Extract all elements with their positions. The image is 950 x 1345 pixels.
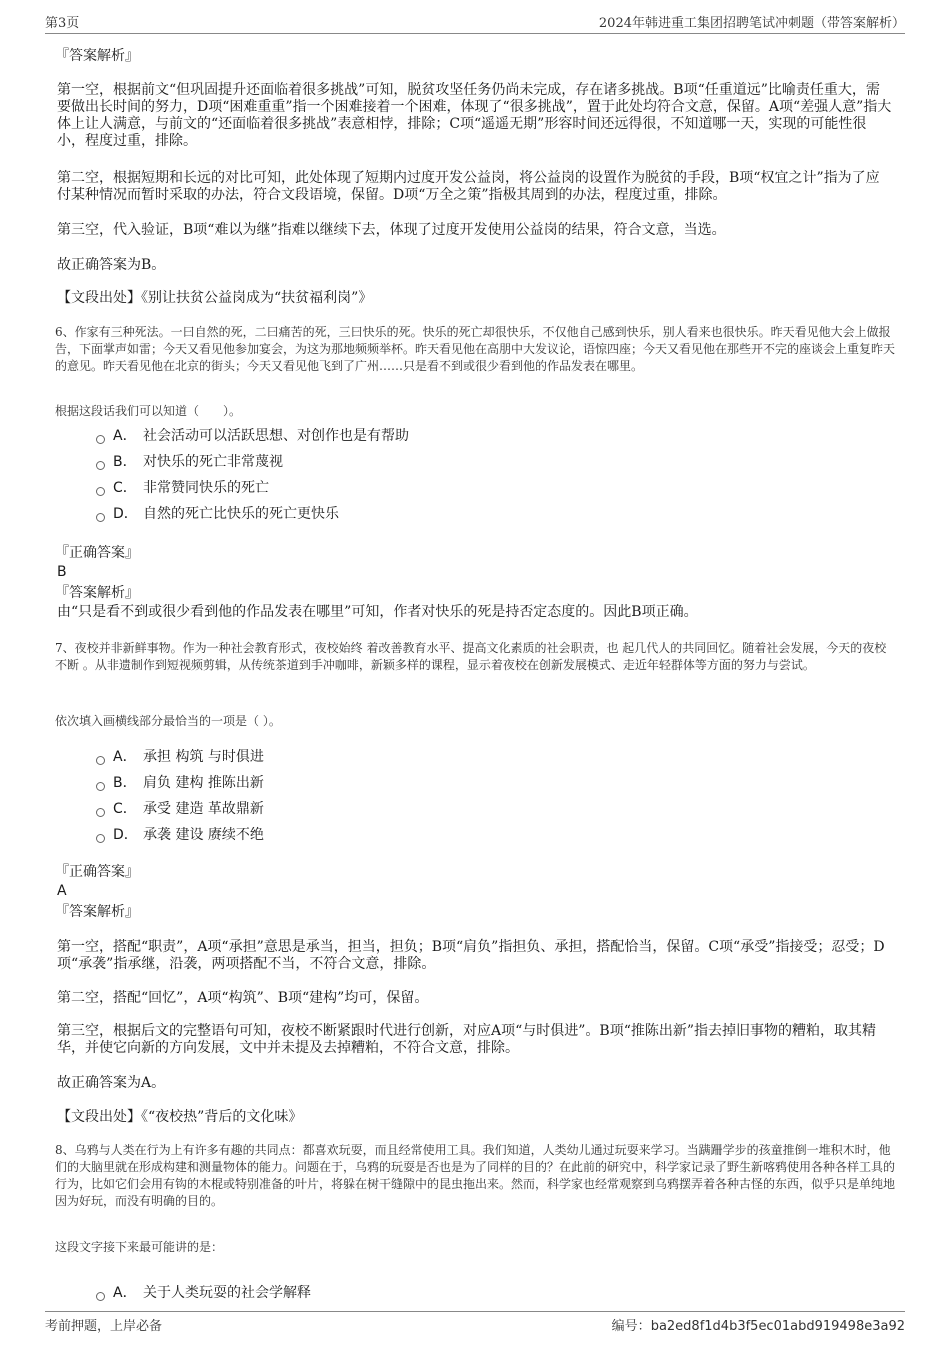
analysis-paragraph: 第一空，根据前文“但巩固提升还面临着很多挑战”可知，脱贫攻坚任务仍尚未完成，存在诸多挑战。B项“任重道远”比喻责任重大，需要做出长时间的努力，D项“困难重重”指一个困难接着一个困难，体现了“很多挑战”，置于此处均符合文意，保留。A项“差强人意”指大体上让人满意，与前文的“还面临着很多挑战”表意相悖，排除；C项“遥遥无期”形容时间还远得很，不知道哪一天，实现的可能性很小，程度过重，排除。	[57, 82, 892, 149]
source-citation: 【文段出处】《“夜校热”背后的文化味》	[57, 1109, 303, 1125]
option-text: 非常赞同快乐的死亡	[143, 480, 269, 496]
radio-icon[interactable]	[96, 513, 105, 522]
page-number: 第3页	[45, 16, 80, 31]
option-text: 承受 建造 革故鼎新	[143, 801, 264, 817]
option-letter: A．	[113, 428, 137, 444]
final-answer-text: 故正确答案为B。	[57, 257, 166, 273]
option-letter: B．	[113, 454, 137, 470]
option-text: 承袭 建设 赓续不绝	[143, 827, 264, 843]
analysis-paragraph: 第二空，搭配“回忆”，A项“构筑”、B项“建构”均可，保留。	[57, 990, 429, 1006]
option-text: 社会活动可以活跃思想、对创作也是有帮助	[143, 428, 409, 444]
analysis-paragraph: 由“只是看不到或很少看到他的作品发表在哪里”可知，作者对快乐的死是持否定态度的。因此B项正确。	[57, 604, 698, 620]
final-answer-text: 故正确答案为A。	[57, 1075, 166, 1091]
question-7-option-c[interactable]	[96, 800, 264, 818]
analysis-paragraph: 第三空，代入验证，B项“难以为继”指难以继续下去，体现了过度开发使用公益岗的结果，符合文意，当选。	[57, 222, 726, 238]
option-letter: A．	[113, 1285, 137, 1301]
option-letter: D．	[113, 506, 138, 522]
correct-answer-value: B	[57, 564, 67, 580]
question-6-option-d[interactable]	[96, 505, 339, 523]
radio-icon[interactable]	[96, 782, 105, 791]
option-letter: C．	[113, 801, 137, 817]
analysis-label: 『答案解析』	[55, 904, 139, 920]
document-title: 2024年韩进重工集团招聘笔试冲刺题（带答案解析）	[598, 16, 905, 31]
option-letter: B．	[113, 775, 137, 791]
option-letter: C．	[113, 480, 137, 496]
question-7-option-d[interactable]	[96, 826, 264, 844]
question-7-option-b[interactable]	[96, 774, 264, 792]
question-8-stem: 8、乌鸦与人类在行为上有许多有趣的共同点：都喜欢玩耍，而且经常使用工具。我们知道，人类幼儿通过玩耍来学习。当蹒跚学步的孩童推倒一堆积木时，他们的大脑里就在形成构建和测量物体的能力。问题在于，乌鸦的玩耍是否也是为了同样的目的？在此前的研究中，科学家记录了野生新喀鸦使用各种各样工具的行为，比如它们会用有钩的木棍或特别准备的叶片，将躲在树干缝隙中的昆虫拖出来。然而，科学家也经常观察到乌鸦摆弄着各种古怪的东西，似乎只是单纯地因为好玩，而没有明确的目的。	[55, 1143, 896, 1208]
question-7-option-a[interactable]	[96, 748, 264, 766]
question-6-option-b[interactable]	[96, 453, 283, 471]
correct-answer-value: A	[57, 883, 67, 899]
question-6-option-a[interactable]	[96, 427, 409, 445]
radio-icon[interactable]	[96, 808, 105, 817]
option-text: 肩负 建构 推陈出新	[143, 775, 264, 791]
radio-icon[interactable]	[96, 756, 105, 765]
question-8-option-a[interactable]	[96, 1284, 311, 1302]
option-text: 自然的死亡比快乐的死亡更快乐	[143, 506, 339, 522]
analysis-paragraph: 第二空，根据短期和长远的对比可知，此处体现了短期内过度开发公益岗，将公益岗的设置作为脱贫的手段，B项“权宜之计”指为了应付某种情况而暂时采取的办法，符合文段语境，保留。D项“万全之策”指极其周到的办法，程度过重，排除。	[57, 170, 880, 203]
radio-icon[interactable]	[96, 1292, 105, 1301]
question-6-option-c[interactable]	[96, 479, 269, 497]
option-text: 关于人类玩耍的社会学解释	[143, 1285, 311, 1301]
question-6-stem: 6、作家有三种死法。一曰自然的死，二曰痛苦的死，三曰快乐的死。快乐的死亡却很快乐，不仅他自己感到快乐，别人看来也很快乐。昨天看见他大会上做报告，下面掌声如雷；今天又看见他参加宴会，为这为那地频频举杯。昨天看见他在高朋中大发议论，语惊四座；今天又看见他在那些开不完的座谈会上重复昨天的意见。昨天看见他在北京的街头；今天又看见他飞到了广州……只是看不到或很少看到他的作品发表在哪里。	[55, 325, 896, 373]
option-text: 对快乐的死亡非常蔑视	[143, 454, 283, 470]
document-id-value: ba2ed8f1d4b3f5ec01abd919498e3a92	[650, 1319, 905, 1334]
radio-icon[interactable]	[96, 487, 105, 496]
footer-divider	[45, 1311, 905, 1312]
document-id-label: 编号：	[611, 1319, 651, 1334]
header-divider	[45, 33, 905, 34]
analysis-label: 『答案解析』	[55, 585, 139, 601]
analysis-label: 『答案解析』	[55, 48, 139, 64]
question-7-prompt: 依次填入画横线部分最恰当的一项是（ ）。	[55, 714, 281, 728]
radio-icon[interactable]	[96, 461, 105, 470]
document-id	[612, 1315, 905, 1334]
correct-answer-label: 『正确答案』	[55, 545, 139, 561]
option-letter: D．	[113, 827, 138, 843]
question-7-stem: 7、夜校并非新鲜事物。作为一种社会教育形式，夜校始终 着改善教育水平、提高文化素质的社会职责，也 起几代人的共同回忆。随着社会发展，今天的夜校不断 。从非遗制作到短视频剪辑，从传统茶道到手冲咖啡，新颖多样的课程，显示着夜校在创新发展模式、走近年轻群体等方面的努力与尝试。	[55, 641, 887, 672]
radio-icon[interactable]	[96, 834, 105, 843]
footer-slogan: 考前押题，上岸必备	[45, 1319, 163, 1334]
question-8-prompt: 这段文字接下来最可能讲的是：	[55, 1240, 224, 1254]
correct-answer-label: 『正确答案』	[55, 864, 139, 880]
option-text: 承担 构筑 与时俱进	[143, 749, 264, 765]
source-citation: 【文段出处】《别让扶贫公益岗成为“扶贫福利岗”》	[57, 290, 373, 306]
analysis-paragraph: 第一空，搭配“职责”，A项“承担”意思是承当，担当，担负；B项“肩负”指担负、承担，搭配恰当，保留。C项“承受”指接受；忍受；D项“承袭”指承继，沿袭，两项搭配不当，不符合文意，排除。	[57, 939, 885, 972]
question-6-prompt: 根据这段话我们可以知道（ ）。	[55, 404, 242, 418]
analysis-paragraph: 第三空，根据后文的完整语句可知，夜校不断紧跟时代进行创新，对应A项“与时俱进”。B项“推陈出新”指去掉旧事物的糟粕，取其精华，并使它向新的方向发展，文中并未提及去掉糟粕，不符合文意，排除。	[57, 1023, 877, 1056]
option-letter: A．	[113, 749, 137, 765]
radio-icon[interactable]	[96, 435, 105, 444]
